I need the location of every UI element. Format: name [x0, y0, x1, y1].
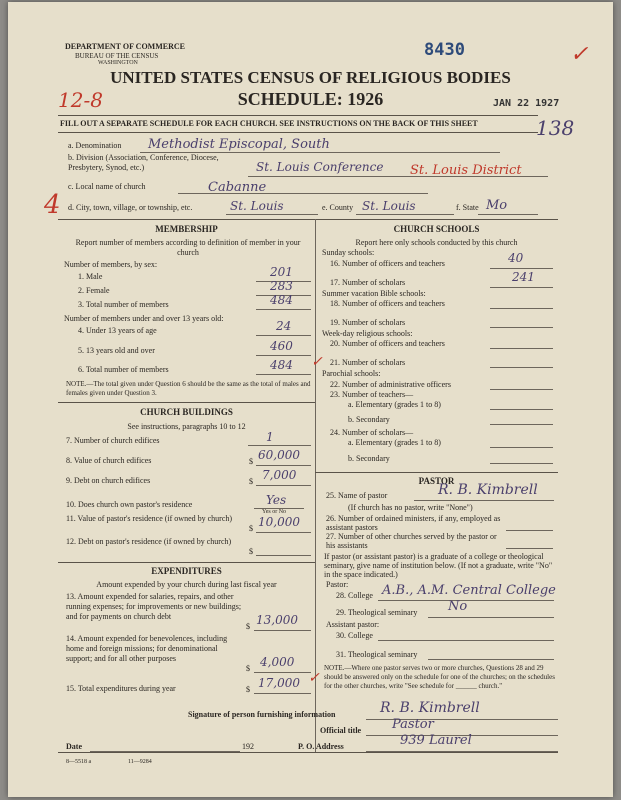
county-value: St. Louis — [362, 199, 416, 213]
edifices-debt-dollar: $ — [249, 477, 253, 486]
admin-officers-label: 22. Number of administrative officers — [330, 380, 451, 389]
division-label: b. Division (Association, Conference, Diocese, Presbytery, Synod, etc.) — [68, 153, 219, 172]
seminary-label: 29. Theological seminary — [336, 608, 418, 617]
other-churches-label: 27. Number of other churches served by the pastor or his assistants — [326, 532, 497, 550]
pastor-name-hint: (If church has no pastor, write "None") — [348, 503, 473, 512]
pastor-note: NOTE.—Where one pastor serves two or more churches, Questions 28 and 29 should be answered only on the schedule for one of the churches; on the schedules for the other churches, write "See schedule for ______ church." — [324, 664, 555, 690]
membership-note: NOTE.—The total given under Question 6 should be the same as the total of males and females given under Question 3. — [66, 380, 311, 397]
edifices-debt-label: 9. Debt on church edifices — [66, 476, 151, 485]
by-sex-label: Number of members, by sex: — [64, 260, 158, 269]
schools-intro: Report here only schools conducted by this church — [355, 238, 518, 247]
scholars-elementary-label: a. Elementary (grades 1 to 8) — [348, 438, 441, 447]
benevolences-dollar-icon: $ — [246, 664, 250, 673]
weekday-label: Week-day religious schools: — [322, 329, 413, 338]
city-name: WASHINGTON — [98, 60, 138, 66]
buildings-heading: CHURCH BUILDINGS — [140, 407, 233, 417]
city-label: d. City, town, village, or township, etc. — [68, 203, 193, 212]
owns-residence-label: 10. Does church own pastor's residence — [66, 500, 193, 509]
assistant-college-label: 30. College — [336, 631, 373, 640]
pastor-sub-label: Pastor: — [326, 580, 349, 589]
edifices-debt-amount: 7,000 — [262, 468, 297, 482]
total-expenditures-label: 15. Total expenditures during year — [66, 684, 176, 693]
form-title: UNITED STATES CENSUS OF RELIGIOUS BODIES — [110, 68, 511, 87]
check-mark-icon: ✓ — [570, 42, 589, 67]
date-label: Date — [66, 742, 82, 751]
scholars-secondary-label: b. Secondary — [348, 454, 390, 463]
po-address-value: 939 Laurel — [400, 733, 472, 748]
scholars-label: 24. Number of scholars— — [330, 428, 414, 437]
benevolences-label: 14. Amount expended for benevolences, including home and foreign missions; for denominational support; and for all other purposes — [66, 634, 228, 663]
schools-heading: CHURCH SCHOOLS — [393, 224, 480, 234]
total-members-label: 3. Total number of members — [78, 300, 169, 309]
check-mark-icon: ✓ — [308, 670, 320, 686]
membership-heading: MEMBERSHIP — [155, 224, 218, 234]
weekday-scholars-label: 21. Number of scholars — [330, 358, 406, 367]
vacation-officers-label: 18. Number of officers and teachers — [330, 299, 445, 308]
denomination-label: a. Denomination — [68, 141, 122, 150]
expenditures-heading: EXPENDITURES — [151, 566, 222, 576]
official-title-value: Pastor — [392, 717, 434, 732]
teachers-elementary-label: a. Elementary (grades 1 to 8) — [348, 400, 441, 409]
total-members-2-value: 484 — [270, 358, 293, 372]
dept-name: DEPARTMENT OF COMMERCE — [65, 42, 186, 51]
assistant-pastor-label: Assistant pastor: — [326, 620, 380, 629]
female-value: 283 — [270, 279, 293, 293]
college-value: A.B., A.M. Central College — [382, 583, 556, 598]
assistant-seminary-label: 31. Theological seminary — [336, 650, 418, 659]
seminary-value: No — [448, 599, 468, 614]
vacation-scholars-label: 19. Number of scholars — [330, 318, 406, 327]
male-label: 1. Male — [78, 272, 103, 281]
box-number: 138 — [536, 116, 575, 140]
bureau-name: BUREAU OF THE CENSUS — [75, 52, 159, 60]
signature-value: R. B. Kimbrell — [380, 700, 480, 716]
form-code: 8—5518 a — [66, 759, 92, 765]
date-year-suffix: 192 — [242, 742, 254, 751]
edifices-count-value: 1 — [266, 430, 274, 444]
church-name-label: c. Local name of church — [68, 182, 146, 191]
running-expenses-amount: 13,000 — [256, 613, 298, 627]
pastor-name-value: R. B. Kimbrell — [438, 482, 538, 498]
expenditures-sub: Amount expended by your church during last fiscal year — [96, 580, 277, 589]
residence-debt-dollar-icon: $ — [249, 547, 253, 556]
total-members-value: 484 — [270, 293, 293, 307]
age-heading: Number of members under and over 13 years old: — [64, 314, 224, 323]
under-13-label: 4. Under 13 years of age — [78, 326, 157, 335]
running-expenses-dollar-icon: $ — [246, 622, 250, 631]
owns-residence-value: Yes — [266, 493, 287, 507]
graduate-note: If pastor (or assistant pastor) is a graduate of a college or theological seminary, give name of institution below. (If not a graduate, write "No" in the space indicated.) — [324, 552, 553, 579]
edifices-count-label: 7. Number of church edifices — [66, 436, 160, 445]
signature-label: Signature of person furnishing information — [188, 710, 336, 719]
female-label: 2. Female — [78, 286, 110, 295]
sunday-scholars-value: 241 — [512, 270, 535, 284]
residence-debt-label: 12. Debt on pastor's residence (if owned by church) — [66, 537, 232, 546]
parochial-label: Parochial schools: — [322, 369, 381, 378]
church-name-value: Cabanne — [208, 180, 267, 195]
city-value: St. Louis — [230, 199, 284, 213]
weekday-officers-label: 20. Number of officers and teachers — [330, 339, 445, 348]
total-expenditures-dollar-icon: $ — [246, 685, 250, 694]
official-title-label: Official title — [320, 726, 362, 735]
teachers-secondary-label: b. Secondary — [348, 415, 390, 424]
benevolences-amount: 4,000 — [260, 655, 295, 669]
yes-no-hint: Yes or No — [262, 509, 287, 515]
pastor-heading: PASTOR — [418, 476, 455, 486]
residence-value-amount: 10,000 — [258, 515, 300, 529]
buildings-sub: See instructions, paragraphs 10 to 12 — [127, 422, 246, 431]
red-annotation: 12-8 — [58, 88, 103, 112]
residence-value-label: 11. Value of pastor's residence (if owned by church) — [66, 514, 233, 523]
received-date-stamp: JAN 22 1927 — [493, 98, 560, 109]
edifices-value-label: 8. Value of church edifices — [66, 456, 152, 465]
state-label: f. State — [456, 203, 479, 212]
denomination-value: Methodist Episcopal, South — [148, 137, 330, 152]
teachers-label: 23. Number of teachers— — [330, 390, 414, 399]
over-13-value: 460 — [270, 339, 293, 353]
male-value: 201 — [270, 265, 293, 279]
total-members-2-label: 6. Total number of members — [78, 365, 169, 374]
county-label: e. County — [322, 203, 354, 212]
over-13-label: 5. 13 years old and over — [78, 346, 155, 355]
edifices-value-dollar: $ — [249, 457, 253, 466]
division-value: St. Louis Conference — [256, 160, 384, 174]
sunday-officers-value: 40 — [508, 251, 524, 265]
red-mark-4: 4 — [44, 190, 61, 220]
division-red-note: St. Louis District — [410, 163, 522, 178]
total-expenditures-amount: 17,000 — [258, 676, 300, 690]
edifices-value-amount: 60,000 — [258, 448, 300, 462]
census-schedule-page — [8, 2, 613, 797]
running-expenses-label: 13. Amount expended for salaries, repairs, and other running expenses; for improvements or new buildings; and for payments on church debt — [66, 592, 242, 621]
check-mark-icon: ✓ — [311, 354, 323, 370]
document-number: 8430 — [424, 40, 465, 60]
ordained-ministers-label: 26. Number of ordained ministers, if any, employed as assistant pastors — [326, 514, 501, 532]
sunday-label: Sunday schools: — [322, 248, 375, 257]
under-13-value: 24 — [276, 319, 292, 333]
instruction-line: FILL OUT A SEPARATE SCHEDULE FOR EACH CHURCH. SEE INSTRUCTIONS ON THE BACK OF THIS SHEET — [60, 119, 478, 128]
vacation-label: Summer vacation Bible schools: — [322, 289, 426, 298]
print-code: 11—9284 — [128, 759, 152, 765]
residence-dollar-icon: $ — [249, 524, 253, 533]
state-value: Mo — [486, 198, 508, 213]
pastor-name-label: 25. Name of pastor — [326, 491, 388, 500]
sunday-officers-label: 16. Number of officers and teachers — [330, 259, 445, 268]
college-label: 28. College — [336, 591, 373, 600]
membership-intro: Report number of members according to definition of member in your church — [75, 238, 301, 257]
po-address-label: P. O. Address — [298, 742, 344, 751]
sunday-scholars-label: 17. Number of scholars — [330, 278, 406, 287]
form-subtitle: SCHEDULE: 1926 — [237, 89, 384, 109]
